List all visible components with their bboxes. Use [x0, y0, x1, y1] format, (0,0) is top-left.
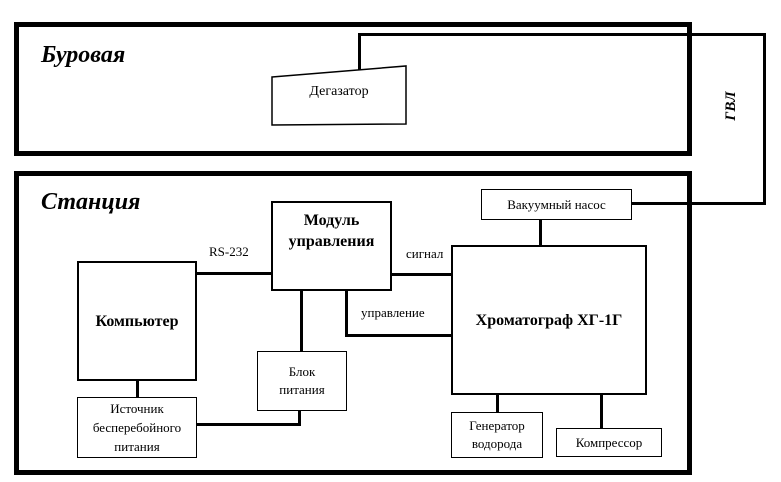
power-supply-label-line2: питания [279, 382, 325, 397]
compressor-node [556, 428, 662, 457]
chromatograph-node [451, 245, 647, 395]
hydrogen-generator-node [451, 412, 543, 458]
power-supply-node [257, 351, 347, 411]
hydrogen-generator-label-line1: Генератор [469, 418, 525, 433]
gvl-wire-label: ГВЛ [722, 91, 739, 121]
chromatograph-label: Хроматограф ХГ-1Г [475, 311, 623, 329]
control-module-node [271, 201, 392, 291]
control-module-label-line1: Модуль [303, 212, 360, 229]
signal-wire-label: сигнал [406, 246, 444, 261]
zone-station-label: Станция [41, 189, 141, 215]
ups-node [77, 397, 197, 458]
degazator-node-label: Дегазатор [309, 84, 369, 99]
ups-label-line2: бесперебойного [92, 420, 182, 435]
control-module-label-line2: управления [288, 233, 375, 250]
compressor-label: Компрессор [575, 434, 643, 450]
zone-drilling-rig-label: Буровая [41, 42, 126, 68]
hydrogen-generator-label-line2: водорода [471, 436, 523, 451]
computer-node [77, 261, 197, 381]
ups-label-line3: питания [114, 439, 160, 454]
control-wire-label: управление [361, 305, 425, 320]
vacuum-pump-label: Вакуумный насос [507, 196, 606, 212]
vacuum-pump-node [481, 189, 632, 220]
rs232-wire-label: RS-232 [209, 244, 249, 259]
power-supply-label-line1: Блок [288, 364, 316, 379]
ups-label-line1: Источник [110, 401, 164, 416]
computer-label: Компьютер [95, 312, 179, 330]
